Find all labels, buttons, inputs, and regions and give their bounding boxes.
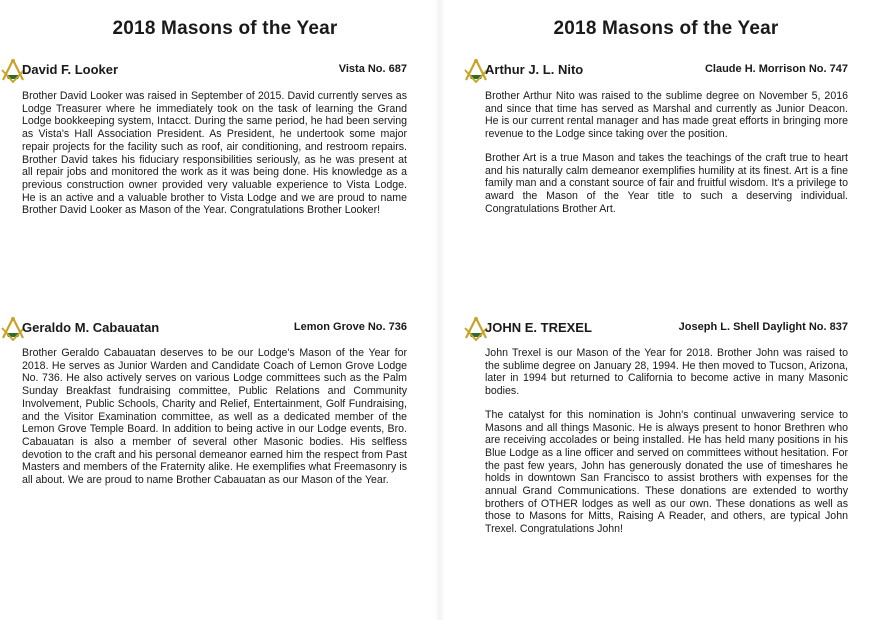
entry-header — [22, 320, 407, 340]
mason-entry-nito — [485, 62, 848, 215]
entry-body — [485, 90, 848, 215]
entry-paragraph: John Trexel is our Mason of the Year for 2018. Brother John was raised to the sublime degree on January 28, 1994. He then moved to Tucson, Arizona, later in 1994 but returned to California to become active in many Masonic bodies. — [485, 347, 848, 398]
entry-body — [22, 90, 407, 217]
entry-header — [22, 62, 407, 82]
entry-paragraph: The catalyst for this nomination is John's continual unwavering service to Masons and all things Masonic. He is always present to honor Brethren who are receiving accolades or being installed. He has held many positions in his Blue Lodge as a line officer and served on committees without hesitation. For the past few years, John has generously donated the use of timeshares he holds in downtown San Francisco to assist brothers with expenses for the annual Grand Communications. These donations are extended to worthy brothers of OTHER lodges as well as our own. These donations as well as those to Masons for Mitts, Raising A Reader, and others, are typical John Trexel. Congratulations John! — [485, 408, 848, 536]
lodge-name: Joseph L. Shell Daylight No. 837 — [678, 321, 848, 333]
entry-paragraph: Brother Arthur Nito was raised to the sublime degree on November 5, 2016 and since that time has served as Marshal and currently as Junior Deacon. He is our current rental manager and has made great efforts in bringing more revenue to the Lodge since taking over the position. — [485, 90, 848, 141]
mason-name: JOHN E. TREXEL — [485, 320, 592, 335]
lodge-name: Lemon Grove No. 736 — [293, 321, 407, 333]
lodge-name: Claude H. Morrison No. 747 — [704, 63, 848, 75]
page-title-left: 2018 Masons of the Year — [112, 18, 338, 39]
page-title-right: 2018 Masons of the Year — [553, 18, 779, 39]
entry-paragraph: Brother Geraldo Cabauatan deserves to be our Lodge's Mason of the Year for 2018. He serves as Junior Warden and Candidate Coach of Lemon Grove Lodge No. 736. He also actively serves on various Lodge committees such as the Palm Sunday Breakfast fundraising committee, Public Relations and Community Involvement, Public Schools, Charity and Relief, Entertainment, Golf Fundraising, and the Visitor Examination committee, as well as a dedicated member of the Lemon Grove Temple Board. In addition to being active in our Lodge events, Bro. Cabauatan is also a member of several other Masonic bodies. His selfless devotion to the craft and his personal demeanor earned him the respect from Past Masters and members of the Fraternity alike. He exemplifies what Freemasonry is all about. We are proud to name Brother Cabauatan as our Mason of the Year. — [22, 347, 407, 487]
entry-header — [485, 320, 848, 340]
lodge-name: Vista No. 687 — [338, 63, 407, 75]
mason-name: Arthur J. L. Nito — [485, 62, 584, 77]
mason-name: David F. Looker — [22, 62, 119, 77]
entry-paragraph: Brother David Looker was raised in September of 2015. David currently serves as Lodge Treasurer where he immediately took on the task of learning the Grand Lodge bookkeeping system, Intacct. During the same period, he had been serving as Vista's Hall Association President. As President, he undertook some major repair projects for the facility such as roof, air conditioning, and restroom repairs. Brother David takes his fiduciary responsibilities seriously, as he was present at all repair jobs and monitored the work as it was being done. His knowledge as a previous construction owner provided very valuable experience to Vista Lodge. He is an active and a valuable brother to Vista Lodge and we are proud to name Brother David Looker as Mason of the Year. Congratulations Brother Looker! — [22, 90, 407, 217]
entry-body — [485, 347, 848, 536]
mason-entry-looker — [22, 62, 407, 217]
entry-header — [485, 62, 848, 82]
center-fold — [435, 0, 445, 620]
mason-name: Geraldo M. Cabauatan — [22, 320, 160, 335]
entry-paragraph: Brother Art is a true Mason and takes the teachings of the craft true to heart and his naturally calm demeanor exemplifies humility at its finest. Art is a fine family man and a constant source of fair and fruitful wisdom. It's a privilege to award the Mason of the Year title to such a deserving individual. Congratulations Brother Art. — [485, 151, 848, 215]
mason-entry-trexel — [485, 320, 848, 536]
entry-body — [22, 347, 407, 487]
mason-entry-cabauatan — [22, 320, 407, 487]
